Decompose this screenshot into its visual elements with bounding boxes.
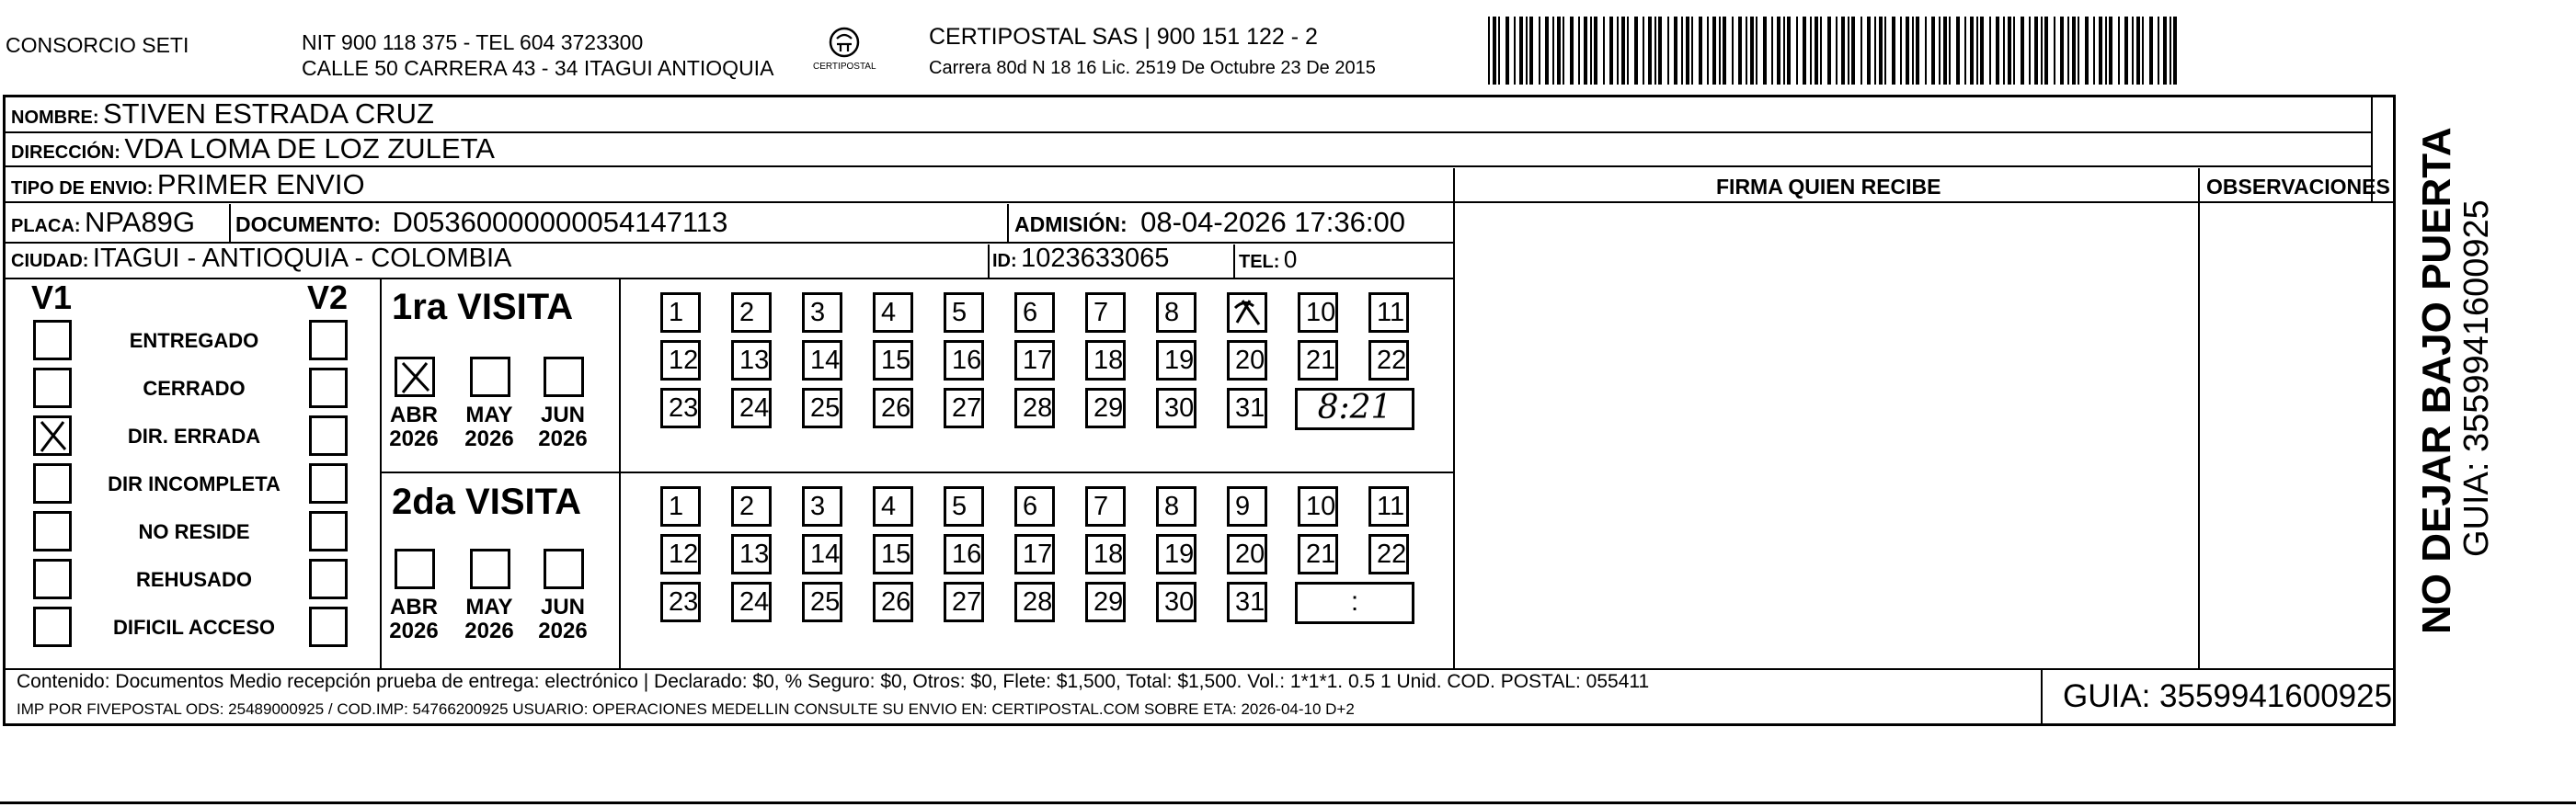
day-box[interactable]: 26 — [873, 582, 913, 622]
company-name: CONSORCIO SETI — [6, 33, 189, 57]
month-label — [531, 404, 595, 451]
barcode-bar — [2109, 17, 2112, 85]
carrier-address: Carrera 80d N 18 16 Lic. 2519 De Octubre 23 De 2015 — [929, 58, 1376, 78]
barcode-bar — [1884, 17, 1886, 85]
day-box[interactable]: 19 — [1156, 534, 1196, 574]
v2-checkbox[interactable] — [309, 320, 348, 360]
barcode-bar — [1634, 17, 1638, 85]
barcode-bar — [2029, 17, 2031, 85]
day-box[interactable]: 10 — [1298, 292, 1338, 333]
day-box[interactable]: 11 — [1368, 292, 1409, 333]
day-box[interactable]: 3 — [802, 292, 842, 333]
barcode-bar — [1719, 17, 1721, 85]
barcode-bar — [1879, 17, 1883, 85]
day-box[interactable]: 25 — [802, 582, 842, 622]
barcode-bar — [1964, 17, 1966, 85]
time-box[interactable]: 8:21 — [1295, 388, 1414, 430]
barcode-bar — [2067, 17, 2069, 85]
barcode-bar — [1563, 17, 1564, 85]
day-box[interactable]: 8 — [1156, 486, 1196, 527]
barcode-bar — [1787, 17, 1791, 85]
barcode-bar — [1756, 17, 1757, 85]
barcode-bar — [2099, 17, 2102, 85]
day-box[interactable]: 23 — [660, 582, 701, 622]
barcode-bar — [1699, 17, 1702, 85]
barcode-bar — [2105, 17, 2107, 85]
v2-checkbox[interactable] — [309, 607, 348, 647]
day-box[interactable]: 31 — [1227, 388, 1267, 428]
barcode-bar — [1939, 17, 1941, 85]
barcode-bar — [2142, 17, 2144, 85]
option-label: DIFICIL ACCESO — [112, 616, 275, 639]
day-box[interactable]: 3 — [802, 486, 842, 527]
v1-checkbox[interactable] — [33, 320, 72, 360]
barcode-bar — [1851, 17, 1855, 85]
id-label: ID: — [992, 251, 1017, 271]
barcode-bar — [2173, 17, 2177, 85]
day-box[interactable]: 13 — [731, 340, 772, 381]
day-box[interactable]: 1 — [660, 486, 701, 527]
barcode-bar — [2118, 17, 2120, 85]
day-box[interactable]: 23 — [660, 388, 701, 428]
barcode-bar — [1980, 17, 1984, 85]
day-box[interactable]: 6 — [1014, 292, 1055, 333]
barcode-bar — [1989, 17, 1991, 85]
barcode-bar — [1906, 17, 1909, 85]
barcode-bar — [2124, 17, 2128, 85]
barcode-bar — [2136, 17, 2140, 85]
day-box[interactable]: 15 — [873, 340, 913, 381]
barcode-bar — [1931, 17, 1935, 85]
barcode-bar — [1627, 17, 1629, 85]
barcode-bar — [1746, 17, 1747, 85]
barcode-bar — [1796, 17, 1798, 85]
ciudad-label: CIUDAD: — [11, 251, 89, 271]
barcode-bar — [1732, 17, 1734, 85]
option-label: REHUSADO — [136, 568, 252, 591]
month-name: MAY — [465, 595, 513, 619]
day-box[interactable]: 26 — [873, 388, 913, 428]
barcode-bar — [1526, 17, 1528, 85]
barcode-bar — [1860, 17, 1862, 85]
v2-checkbox[interactable] — [309, 463, 348, 504]
day-box[interactable]: 21 — [1298, 340, 1338, 381]
first-visit-title: 1ra VISITA — [392, 287, 574, 327]
barcode-bar — [1545, 17, 1549, 85]
day-box[interactable]: 4 — [873, 292, 913, 333]
option-label: ENTREGADO — [129, 329, 259, 352]
v2-checkbox[interactable] — [309, 415, 348, 456]
day-box[interactable]: 14 — [802, 340, 842, 381]
day-box[interactable]: 15 — [873, 534, 913, 574]
barcode-bar — [1498, 17, 1500, 85]
day-box[interactable]: 25 — [802, 388, 842, 428]
day-box[interactable]: 10 — [1298, 486, 1338, 527]
direccion-label: DIRECCIÓN: — [11, 142, 120, 163]
barcode-bar — [1488, 17, 1490, 85]
day-box[interactable]: 24 — [731, 388, 772, 428]
barcode-bar — [1658, 17, 1662, 85]
barcode-bar — [1848, 17, 1849, 85]
delivery-form — [3, 95, 2396, 726]
month-name: JUN — [540, 595, 585, 619]
placa-value: NPA89G — [85, 206, 196, 238]
barcode-bar — [1970, 17, 1974, 85]
month-checkbox[interactable] — [395, 357, 435, 397]
barcode-bar — [1867, 17, 1871, 85]
barcode-bar — [1771, 17, 1773, 85]
day-box[interactable]: 22 — [1368, 340, 1409, 381]
barcode-bar — [1803, 17, 1806, 85]
month-checkbox[interactable] — [395, 549, 435, 589]
day-box[interactable]: 7 — [1085, 486, 1126, 527]
v2-checkbox[interactable] — [309, 559, 348, 599]
admision-field — [1014, 208, 1405, 236]
day-box[interactable]: 27 — [944, 582, 984, 622]
time-box[interactable]: : — [1295, 582, 1414, 624]
day-box[interactable]: 17 — [1014, 340, 1055, 381]
barcode-bar — [1674, 17, 1677, 85]
barcode-bar — [1820, 17, 1822, 85]
v1-checkbox[interactable] — [33, 559, 72, 599]
barcode-bar — [1617, 17, 1619, 85]
barcode-bar — [1815, 17, 1818, 85]
month-year: 2026 — [538, 619, 588, 643]
day-box[interactable]: 21 — [1298, 534, 1338, 574]
day-box[interactable]: 9 — [1227, 486, 1267, 527]
barcode-bar — [1912, 17, 1914, 85]
day-box[interactable]: 2 — [731, 292, 772, 333]
barcode-bar — [2132, 17, 2134, 85]
day-box[interactable]: 6 — [1014, 486, 1055, 527]
barcode-bar — [2060, 17, 2064, 85]
v1-checkbox[interactable] — [33, 368, 72, 408]
month-label — [382, 596, 446, 643]
barcode-bar — [1654, 17, 1656, 85]
day-box[interactable]: 5 — [944, 486, 984, 527]
month-name: ABR — [390, 403, 438, 427]
option-label: NO RESIDE — [138, 520, 250, 543]
observaciones-header: OBSERVACIONES — [2206, 175, 2390, 199]
barcode-bar — [1841, 17, 1845, 85]
id-field — [992, 245, 1169, 272]
barcode-bar — [1949, 17, 1951, 85]
day-box[interactable]: 11 — [1368, 486, 1409, 527]
placa-field — [11, 208, 195, 236]
print-info-line: IMP POR FIVEPOSTAL ODS: 25489000925 / COD.IMP: 54766200925 USUARIO: OPERACIONES MEDELLIN CONSULTE SU ENVIO EN: CERTIPOSTAL.COM SOBRE ETA: 2026-04-10 D+2 — [17, 700, 1355, 718]
barcode-bar — [1691, 17, 1693, 85]
barcode-bar — [1648, 17, 1652, 85]
barcode-bar — [2008, 17, 2011, 85]
month-name: MAY — [465, 403, 513, 427]
day-box[interactable]: 16 — [944, 340, 984, 381]
barcode-bar — [1723, 17, 1726, 85]
content-line: Contenido: Documentos Medio recepción prueba de entrega: electrónico | Declarado: $0, % Seguro: $0, Otros: $0, Flete: $1,500, Total: $1,500. Vol.: 1*1*1. 0.5 1 Unid. COD. POSTAL: 055411 — [17, 671, 1650, 692]
barcode-bar — [1643, 17, 1644, 85]
barcode-bar — [2158, 17, 2159, 85]
tel-field — [1239, 247, 1297, 271]
id-value: 1023633065 — [1021, 244, 1170, 273]
month-name: JUN — [540, 403, 585, 427]
barcode-bar — [1594, 17, 1597, 85]
company-info — [302, 29, 773, 81]
month-year: 2026 — [538, 426, 588, 451]
placa-label: PLACA: — [11, 216, 81, 236]
day-box[interactable]: 30 — [1156, 388, 1196, 428]
day-box[interactable]: 17 — [1014, 534, 1055, 574]
nombre-row — [11, 99, 434, 128]
tel-label: TEL: — [1239, 252, 1280, 272]
barcode-bar — [1557, 17, 1561, 85]
nit-line: NIT 900 118 375 - TEL 604 3723300 — [302, 30, 644, 54]
v1-checkbox[interactable] — [33, 415, 72, 456]
barcode-bar — [1667, 17, 1669, 85]
barcode-bar — [1783, 17, 1785, 85]
barcode-bar — [1943, 17, 1947, 85]
barcode-bar — [2170, 17, 2171, 85]
nombre-label: NOMBRE: — [11, 108, 99, 128]
day-box[interactable]: 27 — [944, 388, 984, 428]
documento-value: D05360000000054147113 — [392, 206, 728, 238]
barcode-bar — [1738, 17, 1742, 85]
barcode-bar — [1956, 17, 1960, 85]
logo-text: CERTIPOSTAL — [813, 62, 876, 72]
barcode-bar — [2013, 17, 2015, 85]
barcode-bar — [1539, 17, 1540, 85]
barcode-bar — [1925, 17, 1927, 85]
carrier-line: CERTIPOSTAL SAS | 900 151 122 - 2 — [929, 24, 1318, 50]
day-box[interactable]: 28 — [1014, 582, 1055, 622]
barcode-bar — [1609, 17, 1613, 85]
tipo-envio-row — [11, 170, 365, 199]
day-box[interactable]: 22 — [1368, 534, 1409, 574]
v1-checkbox[interactable] — [33, 511, 72, 551]
barcode-bar — [2072, 17, 2076, 85]
tel-value: 0 — [1283, 245, 1298, 273]
barcode-bar — [1892, 17, 1895, 85]
month-name: ABR — [390, 595, 438, 619]
day-box[interactable]: 29 — [1085, 582, 1126, 622]
admision-label: ADMISIÓN: — [1014, 212, 1128, 236]
day-box[interactable]: 7 — [1085, 292, 1126, 333]
day-box[interactable]: 12 — [660, 340, 701, 381]
day-box[interactable]: 19 — [1156, 340, 1196, 381]
barcode-bar — [1874, 17, 1876, 85]
month-checkbox[interactable] — [470, 549, 510, 589]
day-box[interactable]: 18 — [1085, 340, 1126, 381]
barcode-bar — [1900, 17, 1902, 85]
barcode-bar — [2054, 17, 2055, 85]
barcode-bar — [1836, 17, 1838, 85]
barcode-bar — [1493, 17, 1496, 85]
side-guia-number: GUIA: 3559941600925 — [2457, 199, 2496, 557]
admision-value: 08-04-2026 17:36:00 — [1140, 206, 1405, 238]
barcode-bar — [2034, 17, 2038, 85]
v1-header: V1 — [31, 278, 73, 316]
barcode-bar — [2003, 17, 2005, 85]
tipo-envio-label: TIPO DE ENVIO: — [11, 178, 154, 199]
barcode-bar — [1916, 17, 1919, 85]
day-box[interactable]: 24 — [731, 582, 772, 622]
ciudad-value: ITAGUI - ANTIOQUIA - COLOMBIA — [92, 244, 512, 273]
barcode-bar — [1996, 17, 1999, 85]
barcode-bar — [2021, 17, 2024, 85]
option-label: DIR INCOMPLETA — [108, 472, 280, 495]
day-box[interactable]: 20 — [1227, 340, 1267, 381]
barcode-bar — [1750, 17, 1754, 85]
day-box[interactable]: 29 — [1085, 388, 1126, 428]
barcode-bar — [1763, 17, 1767, 85]
option-label: CERRADO — [143, 377, 246, 400]
barcode-bar — [1519, 17, 1523, 85]
day-box[interactable]: 18 — [1085, 534, 1126, 574]
day-box[interactable]: 28 — [1014, 388, 1055, 428]
v1-checkbox[interactable] — [33, 607, 72, 647]
day-box[interactable]: 4 — [873, 486, 913, 527]
barcode-bar — [2163, 17, 2167, 85]
v2-checkbox[interactable] — [309, 368, 348, 408]
day-box[interactable]: 13 — [731, 534, 772, 574]
barcode-bar — [1681, 17, 1683, 85]
v2-checkbox[interactable] — [309, 511, 348, 551]
month-year: 2026 — [464, 619, 514, 643]
handwritten-mark-icon — [1230, 295, 1265, 330]
barcode-bar — [2041, 17, 2043, 85]
direccion-row — [11, 134, 495, 163]
no-dejar-bajo-puerta: NO DEJAR BAJO PUERTA — [2414, 127, 2459, 634]
barcode-bar — [2078, 17, 2079, 85]
tipo-envio-value: PRIMER ENVIO — [156, 168, 365, 200]
day-box[interactable]: 14 — [802, 534, 842, 574]
day-box[interactable]: 2 — [731, 486, 772, 527]
month-year: 2026 — [389, 619, 439, 643]
documento-field — [235, 208, 727, 236]
option-label: DIR. ERRADA — [127, 425, 261, 448]
address-line: CALLE 50 CARRERA 43 - 34 ITAGUI ANTIOQUIA — [302, 56, 774, 80]
nombre-value: STIVEN ESTRADA CRUZ — [103, 97, 434, 130]
day-box[interactable]: 30 — [1156, 582, 1196, 622]
barcode-bar — [1827, 17, 1831, 85]
day-box[interactable]: 5 — [944, 292, 984, 333]
barcode-bar — [1552, 17, 1554, 85]
day-box[interactable]: 20 — [1227, 534, 1267, 574]
v2-header: V2 — [307, 278, 349, 316]
barcode-bar — [1590, 17, 1592, 85]
month-label — [382, 404, 446, 451]
check-mark-icon — [36, 418, 71, 455]
barcode-bar — [1810, 17, 1812, 85]
month-checkbox[interactable] — [544, 357, 584, 397]
barcode-bar — [1777, 17, 1780, 85]
v1-checkbox[interactable] — [33, 463, 72, 504]
guia-number: GUIA: 3559941600925 — [2063, 678, 2393, 714]
month-checkbox[interactable] — [470, 357, 510, 397]
barcode-bar — [1712, 17, 1716, 85]
barcode-bar — [2044, 17, 2048, 85]
barcode — [1488, 17, 2179, 85]
barcode-bar — [1621, 17, 1625, 85]
barcode-bar — [1603, 17, 1605, 85]
barcode-bar — [2085, 17, 2089, 85]
barcode-bar — [1514, 17, 1516, 85]
month-label — [531, 596, 595, 643]
barcode-bar — [1570, 17, 1574, 85]
month-year: 2026 — [464, 426, 514, 451]
day-box[interactable] — [1227, 292, 1267, 333]
ciudad-field — [11, 245, 511, 272]
barcode-bar — [1529, 17, 1533, 85]
check-mark-icon — [397, 359, 434, 396]
certipostal-logo — [800, 26, 888, 81]
barcode-bar — [1578, 17, 1580, 85]
day-box[interactable]: 16 — [944, 534, 984, 574]
bottom-divider — [0, 801, 2576, 804]
month-checkbox[interactable] — [544, 549, 584, 589]
month-label — [457, 404, 521, 451]
barcode-bar — [1584, 17, 1587, 85]
day-box[interactable]: 12 — [660, 534, 701, 574]
day-box[interactable]: 8 — [1156, 292, 1196, 333]
barcode-bar — [1707, 17, 1709, 85]
month-label — [457, 596, 521, 643]
day-box[interactable]: 1 — [660, 292, 701, 333]
barcode-bar — [1686, 17, 1689, 85]
second-visit-title: 2da VISITA — [392, 482, 581, 522]
month-year: 2026 — [389, 426, 439, 451]
barcode-bar — [1976, 17, 1978, 85]
barcode-bar — [2093, 17, 2095, 85]
firma-header: FIRMA QUIEN RECIBE — [1716, 175, 1941, 199]
day-box[interactable]: 31 — [1227, 582, 1267, 622]
barcode-bar — [2149, 17, 2153, 85]
barcode-bar — [1506, 17, 1509, 85]
direccion-value: VDA LOMA DE LOZ ZULETA — [124, 132, 495, 165]
documento-label: DOCUMENTO: — [235, 212, 382, 236]
